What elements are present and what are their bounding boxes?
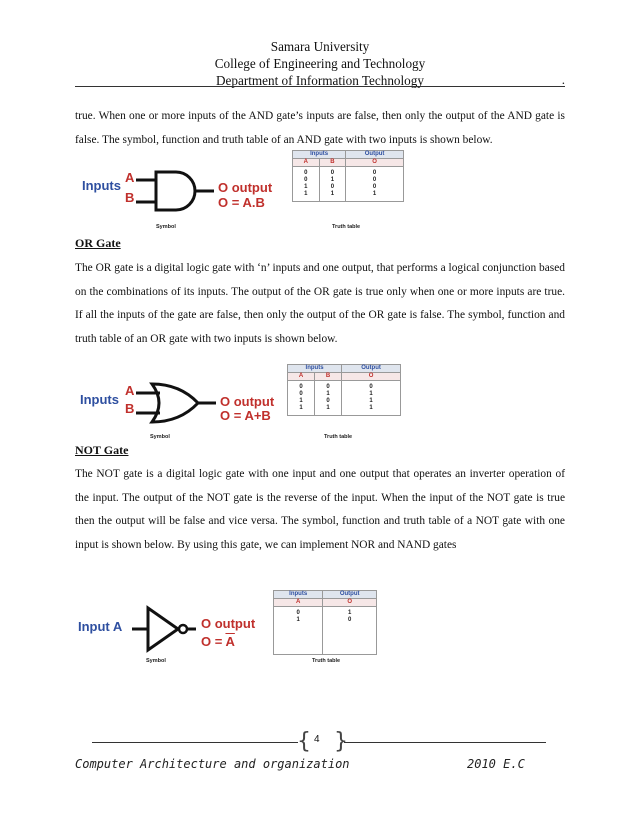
table-row	[288, 381, 401, 392]
table-row	[293, 184, 404, 191]
table-cell: 0	[315, 398, 342, 405]
or-gate-heading: OR Gate	[75, 236, 121, 250]
footer-year: 2010 E.C	[467, 757, 525, 771]
and-table-col-o: O	[346, 159, 404, 167]
page-bracket-right: }	[334, 729, 348, 754]
or-truth-table	[287, 364, 401, 416]
table-cell: 1	[342, 391, 401, 398]
not-table-col-o: O	[323, 599, 377, 607]
and-truth-table	[292, 150, 404, 202]
or-output-label: O output	[220, 394, 275, 409]
table-cell: 0	[288, 391, 315, 398]
table-cell: 1	[274, 617, 323, 655]
table-cell: 0	[346, 184, 404, 191]
table-cell: 0	[293, 177, 320, 184]
or-table-col-b: B	[315, 373, 342, 381]
table-cell: 1	[346, 191, 404, 202]
or-table-output-header: Output	[342, 365, 401, 373]
or-symbol-caption: Symbol	[150, 434, 170, 440]
or-gate-icon	[136, 381, 218, 425]
university-name: Samara University	[270, 39, 370, 54]
or-table-inputs-header: Inputs	[288, 365, 342, 373]
table-row	[288, 391, 401, 398]
or-function: O = A+B	[220, 408, 271, 423]
table-cell: 1	[342, 398, 401, 405]
or-inputs-label: Inputs	[80, 392, 119, 407]
or-input-b-label: B	[125, 401, 135, 416]
and-input-a-label: A	[125, 170, 135, 185]
table-row	[293, 177, 404, 184]
table-row	[274, 607, 377, 618]
not-gate-heading: NOT Gate	[75, 443, 129, 457]
or-table-col-o: O	[342, 373, 401, 381]
college-name: College of Engineering and Technology	[214, 56, 426, 71]
table-cell: 1	[319, 191, 346, 202]
header-rule	[75, 86, 565, 87]
table-cell: 1	[315, 405, 342, 416]
table-cell: 0	[342, 381, 401, 392]
table-cell: 0	[323, 617, 377, 655]
and-table-caption: Truth table	[332, 224, 361, 230]
table-cell: 1	[323, 607, 377, 618]
table-cell: 1	[315, 391, 342, 398]
and-table-inputs-header: Inputs	[293, 151, 346, 159]
not-gate-icon	[132, 604, 198, 654]
or-gate-paragraph: The OR gate is a digital logic gate with ‘n’ inputs and one output, that performs a logical conjunction based on the combinations of its inputs. The output of the OR gate is true only when one or more inputs are true. If all the inputs of the gate are false, then only the output of the OR gate is false. The symbol, function and truth table of an OR gate with two inputs is shown below.	[75, 262, 565, 345]
table-row	[293, 191, 404, 202]
table-cell: 0	[346, 177, 404, 184]
footer-rule-right	[344, 742, 546, 743]
table-row	[293, 167, 404, 178]
page-header	[75, 38, 565, 89]
not-table-inputs-header: Inputs	[274, 591, 323, 599]
and-output-label: O output	[218, 180, 273, 195]
and-gate-paragraph: true. When one or more inputs of the AND gate’s inputs are false, then only the output of the AND gate is false. The symbol, function and truth table of an AND gate with two inputs is shown below.	[75, 110, 565, 146]
table-row	[274, 617, 377, 655]
department-name: Department of Information Technology	[216, 73, 424, 88]
and-table-col-b: B	[319, 159, 346, 167]
or-input-a-label: A	[125, 383, 135, 398]
footer-course: Computer Architecture and organization	[75, 757, 350, 771]
and-input-b-label: B	[125, 190, 135, 205]
not-table-output-header: Output	[323, 591, 377, 599]
table-cell: 0	[315, 381, 342, 392]
table-cell: 0	[319, 167, 346, 178]
table-cell: 1	[288, 405, 315, 416]
and-symbol-caption: Symbol	[156, 224, 176, 230]
and-gate-icon	[136, 168, 216, 214]
not-truth-table	[273, 590, 377, 655]
not-function-var: $\overline{A}$	[225, 634, 235, 649]
not-table-col-a: A	[274, 599, 323, 607]
table-cell: 0	[293, 167, 320, 178]
header-dot: .	[561, 72, 565, 87]
and-table-output-header: Output	[346, 151, 404, 159]
or-table-caption: Truth table	[324, 434, 353, 440]
and-table-col-a: A	[293, 159, 320, 167]
table-cell: 0	[288, 381, 315, 392]
or-table-col-a: A	[288, 373, 315, 381]
table-cell: 0	[319, 184, 346, 191]
table-cell: 0	[346, 167, 404, 178]
not-table-caption: Truth table	[312, 658, 341, 664]
not-input-label: Input A	[78, 619, 123, 634]
table-cell: 0	[274, 607, 323, 618]
table-row	[288, 398, 401, 405]
not-function	[201, 634, 235, 649]
not-gate-paragraph: The NOT gate is a digital logic gate with one input and one output that operates an inverter operation of the input. The output of the NOT gate is the reverse of the input. When the input of the NOT gate is true then the output will be false and vice versa. The symbol, function and truth table of a NOT gate with one input is shown below. By using this gate, we can implement NOR and NAND gates	[75, 468, 565, 551]
table-cell: 1	[288, 398, 315, 405]
page-bracket-left: {	[297, 729, 311, 754]
and-function: O = A.B	[218, 195, 265, 210]
and-inputs-label: Inputs	[82, 178, 121, 193]
page-number: 4	[314, 734, 320, 745]
table-cell: 1	[319, 177, 346, 184]
not-symbol-caption: Symbol	[146, 658, 166, 664]
not-function-prefix: O =	[201, 634, 226, 649]
table-cell: 1	[342, 405, 401, 416]
table-row	[288, 405, 401, 416]
table-cell: 1	[293, 191, 320, 202]
not-output-label: O output	[201, 616, 256, 631]
table-cell: 1	[293, 184, 320, 191]
footer-rule-left	[92, 742, 298, 743]
